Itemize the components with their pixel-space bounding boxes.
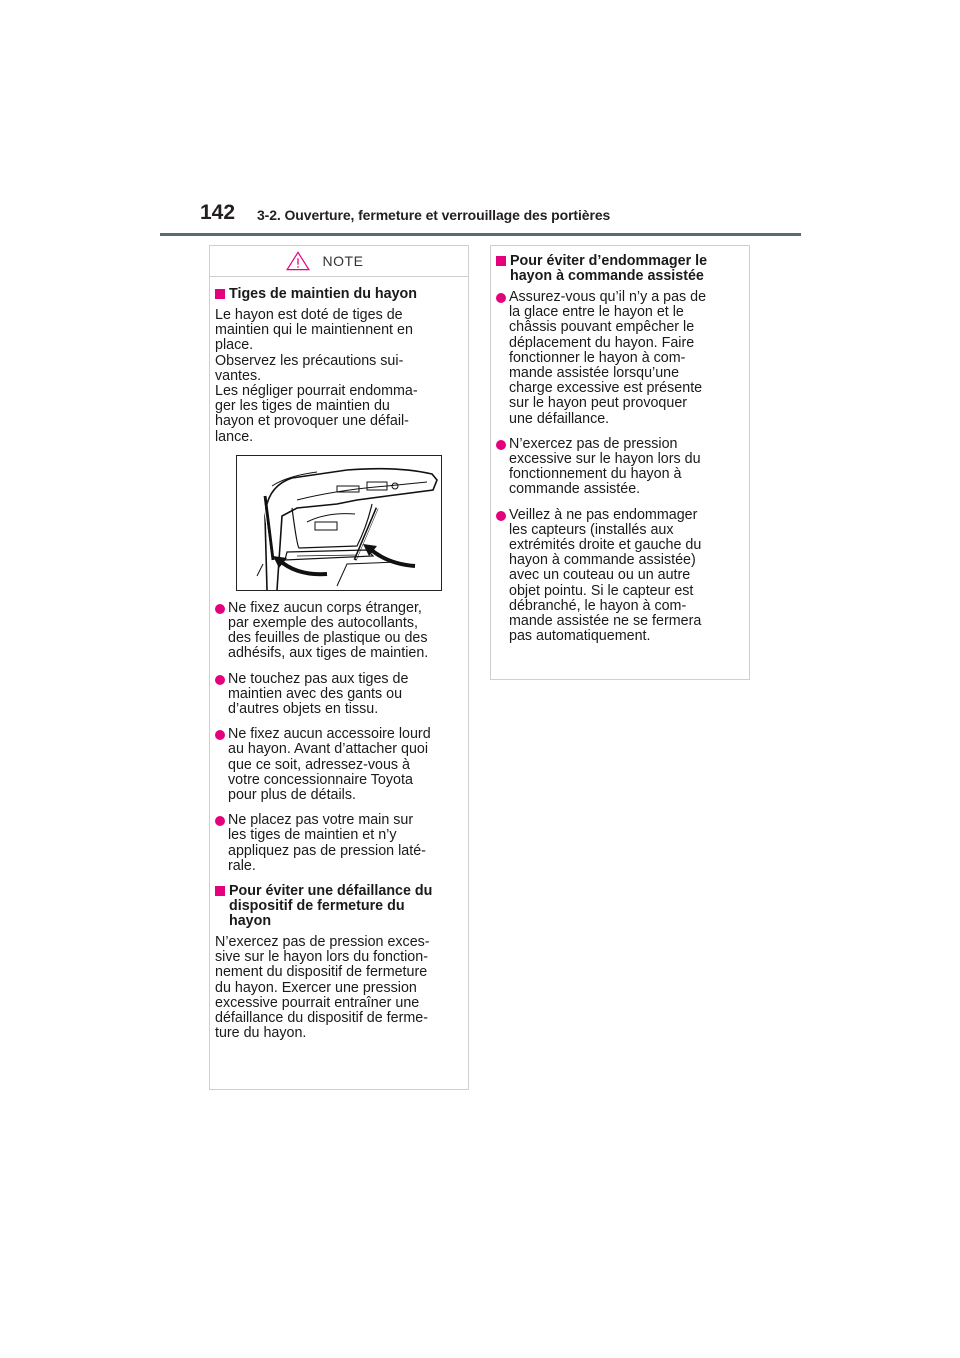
tailgate-illustration: [236, 455, 442, 591]
page-number: 142: [200, 201, 236, 224]
note-title: NOTE: [322, 253, 364, 269]
section-intro: Le hayon est doté de tiges de maintien qui le maintiennent en place. Observez les précautions sui- vantes. Les négliger pourrait endomma- ger les tiges de maintien du hayon et provoquer une défail- lance.: [215, 307, 418, 445]
circle-bullet-icon: [215, 730, 225, 740]
circle-bullet-icon: [496, 440, 506, 450]
circle-bullet-icon: [215, 604, 225, 614]
section-heading-tiges: Tiges de maintien du hayon: [215, 287, 462, 302]
warning-triangle-icon: [285, 251, 311, 271]
list-item: Ne fixez aucun accessoire lourd au hayon. Avant d’attacher quoi que ce soit, adressez-vous à votre concessionnaire Toyota pour plus de détails.: [215, 727, 462, 803]
list-item: N’exercez pas de pression excessive sur le hayon lors du fonctionnement du hayon à commande assistée.: [496, 437, 743, 498]
circle-bullet-icon: [496, 511, 506, 521]
square-bullet-icon: [215, 886, 225, 896]
note-header: [210, 246, 468, 277]
list-item: Ne touchez pas aux tiges de maintien avec des gants ou d’autres objets en tissu.: [215, 672, 462, 718]
note-box-continued: [490, 245, 750, 680]
list-item: Veillez à ne pas endommager les capteurs (installés aux extrémités droite et gauche du hayon à commande assistée) avec un couteau ou un autre objet pointu. Si le capteur est débranché, le hayon à com- mande assistée ne se fermera pas automatiquement.: [496, 508, 743, 645]
section-heading-hayon-assiste: Pour éviter d’endommager le hayon à commande assistée: [496, 254, 743, 284]
tailgate-drawing: [237, 456, 441, 590]
list-item: Ne placez pas votre main sur les tiges de maintien et n’y appliquez pas de pression laté- rale.: [215, 813, 462, 874]
list-item: Assurez-vous qu’il n’y a pas de la glace entre le hayon et le châssis pouvant empêcher le déplacement du hayon. Faire fonctionner le hayon à com- mande assistée lorsqu’une charge excessive est présente sur le hayon peut provoquer une défaillance.: [496, 290, 743, 427]
list-item: Ne fixez aucun corps étranger, par exemple des autocollants, des feuilles de plastique ou des adhésifs, aux tiges de maintien.: [215, 601, 462, 662]
circle-bullet-icon: [215, 816, 225, 826]
square-bullet-icon: [496, 256, 506, 266]
note-box: [209, 245, 469, 1090]
circle-bullet-icon: [496, 293, 506, 303]
circle-bullet-icon: [215, 675, 225, 685]
chapter-title: 3-2. Ouverture, fermeture et verrouillage des portières: [257, 207, 611, 223]
square-bullet-icon: [215, 289, 225, 299]
header-rule: [160, 233, 801, 236]
section-text-fermeture: N’exercez pas de pression exces- sive sur le hayon lors du fonction- nement du dispositif de fermeture du hayon. Exercer une pression excessive pourrait entraîner une défaillance du dispositif de ferme- ture du hayon.: [215, 934, 430, 1042]
section-heading-fermeture: Pour éviter une défaillance du dispositif de fermeture du hayon: [215, 884, 462, 929]
